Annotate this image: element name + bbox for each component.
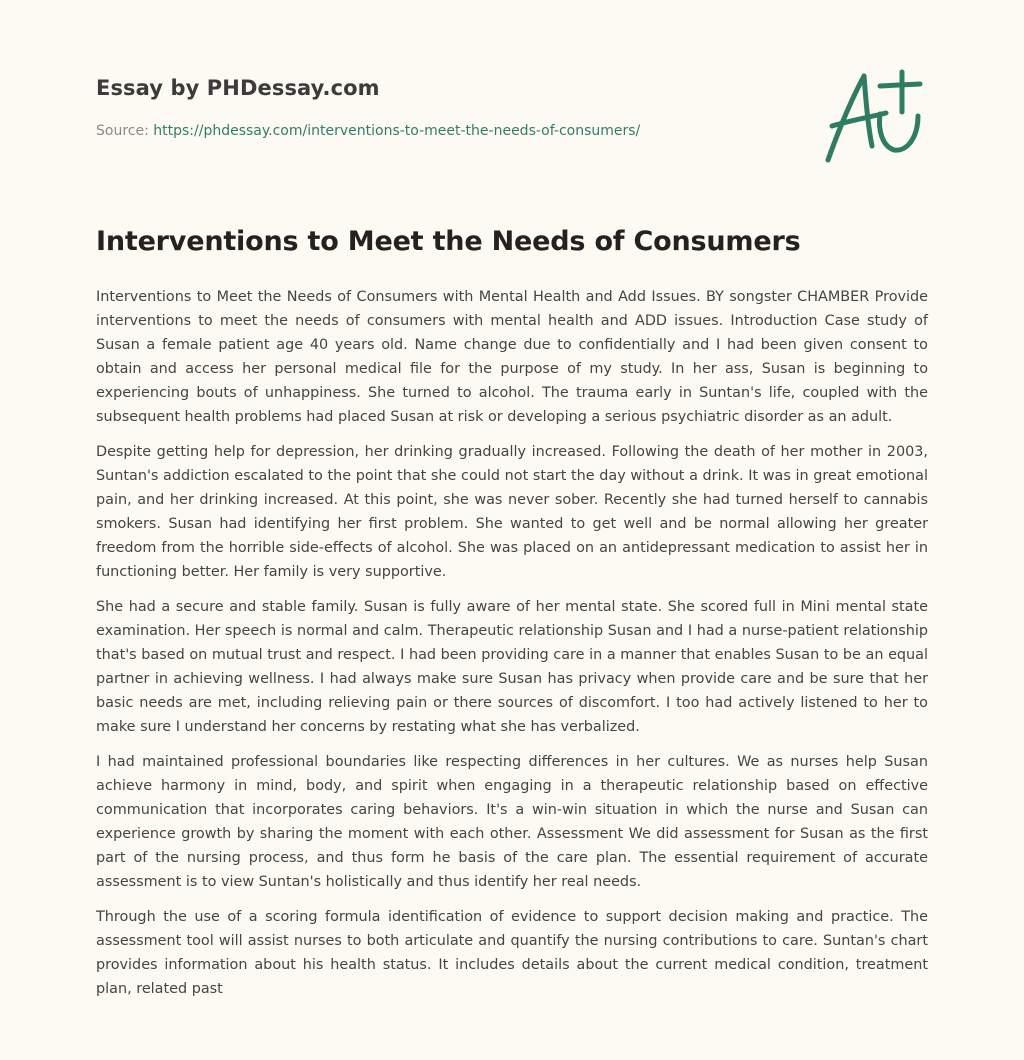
essay-paragraph: She had a secure and stable family. Susan is fully aware of her mental state. She scored full in Mini mental state examination. Her speech is normal and calm. Therapeutic relationship Susan and I had a nurse-patient relationship that's based on mutual trust and respect. I had been providing care in a manner that enables Susan to be an equal partner in achieving wellness. I had always make sure Susan has privacy when provide care and be sure that her basic needs are met, including relieving pain or there sources of discomfort. I too had actively listened to her to make sure I understand her concerns by restating what she has verbalized. xyxy=(96,599,928,735)
a-plus-grade-icon xyxy=(822,66,928,166)
site-header-title: Essay by PHDessay.com xyxy=(96,76,380,100)
essay-paragraph: Despite getting help for depression, her drinking gradually increased. Following the death of her mother in 2003, Suntan's addiction escalated to the point that she could not start the day without a drink. It was in great emotional pain, and her drinking increased. At this point, she was never sober. Recently she had turned herself to cannabis smokers. Susan had identifying her first problem. She wanted to get well and be normal allowing her greater freedom from the horrible side-effects of alcohol. She was placed on an antidepressant medication to assist her in functioning better. Her family is very supportive. xyxy=(96,444,928,580)
essay-paragraph: I had maintained professional boundaries like respecting differences in her cultures. We as nurses help Susan achieve harmony in mind, body, and spirit when engaging in a therapeutic relationship based on effective communication that incorporates caring behaviors. It's a win-win situation in which the nurse and Susan can experience growth by sharing the moment with each other. Assessment We did assessment for Susan as the first part of the nursing process, and thus form he basis of the care plan. The essential requirement of accurate assessment is to view Suntan's holistically and thus identify her real needs. xyxy=(96,754,928,890)
essay-body xyxy=(96,285,928,1012)
source-line xyxy=(96,123,640,139)
source-label: Source: xyxy=(96,123,149,139)
essay-paragraph: Through the use of a scoring formula identification of evidence to support decision making and practice. The assessment tool will assist nurses to both articulate and quantify the nursing contributions to care. Suntan's chart provides information about his health status. It includes details about the current medical condition, treatment plan, related past xyxy=(96,909,928,997)
source-link[interactable]: https://phdessay.com/interventions-to-meet-the-needs-of-consumers/ xyxy=(153,123,641,139)
essay-title: Interventions to Meet the Needs of Consumers xyxy=(96,226,801,257)
essay-paragraph: Interventions to Meet the Needs of Consumers with Mental Health and Add Issues. BY songster CHAMBER Provide interventions to meet the needs of consumers with mental health and ADD issues. Introduction Case study of Susan a female patient age 40 years old. Name change due to confidentially and I had been given consent to obtain and access her personal medical file for the purpose of my study. In her ass, Susan is beginning to experiencing bouts of unhappiness. She turned to alcohol. The trauma early in Suntan's life, coupled with the subsequent health problems had placed Susan at risk or developing a serious psychiatric disorder as an adult. xyxy=(96,289,928,425)
